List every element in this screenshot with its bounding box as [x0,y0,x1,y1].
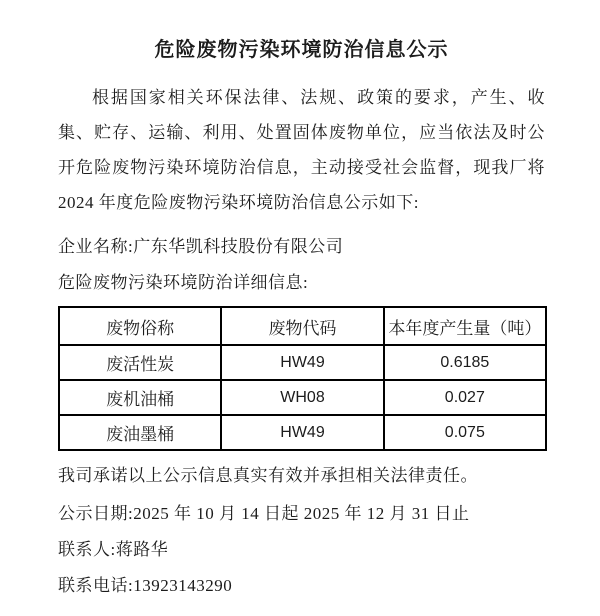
publicity-date-line: 公示日期:2025 年 10 月 14 日起 2025 年 12 月 31 日止 [58,504,470,523]
page-title: 危险废物污染环境防治信息公示 [154,39,449,61]
waste-table [58,306,547,451]
cell-waste-code: HW49 [221,415,383,450]
detail-info-heading: 危险废物污染环境防治详细信息: [58,273,309,292]
contact-phone-line: 联系电话:13923143290 [58,576,233,595]
header-waste-code: 废物代码 [221,307,383,345]
table-row [59,380,546,415]
table-row [59,415,546,450]
cell-waste-name: 废机油桶 [59,380,221,415]
intro-paragraph: 根据国家相关环保法律、法规、政策的要求，产生、收集、贮存、运输、利用、处置固体废物单位，应当依法及时公开危险废物污染环境防治信息，主动接受社会监督，现我厂将 2024 年度危险废物污染环境防治信息公示如下: [58,88,545,212]
contact-person-line: 联系人:蒋路华 [58,540,169,559]
table-header-row [59,307,546,345]
cell-waste-name: 废活性炭 [59,345,221,380]
header-waste-common-name: 废物俗称 [59,307,221,345]
header-annual-amount: 本年度产生量（吨） [384,307,546,345]
cell-waste-amount: 0.6185 [384,345,546,380]
cell-waste-name: 废油墨桶 [59,415,221,450]
table-row [59,345,546,380]
cell-waste-amount: 0.075 [384,415,546,450]
cell-waste-code: HW49 [221,345,383,380]
company-name-line: 企业名称:广东华凯科技股份有限公司 [58,237,344,256]
cell-waste-amount: 0.027 [384,380,546,415]
cell-waste-code: WH08 [221,380,383,415]
commitment-line: 我司承诺以上公示信息真实有效并承担相关法律责任。 [58,466,478,485]
